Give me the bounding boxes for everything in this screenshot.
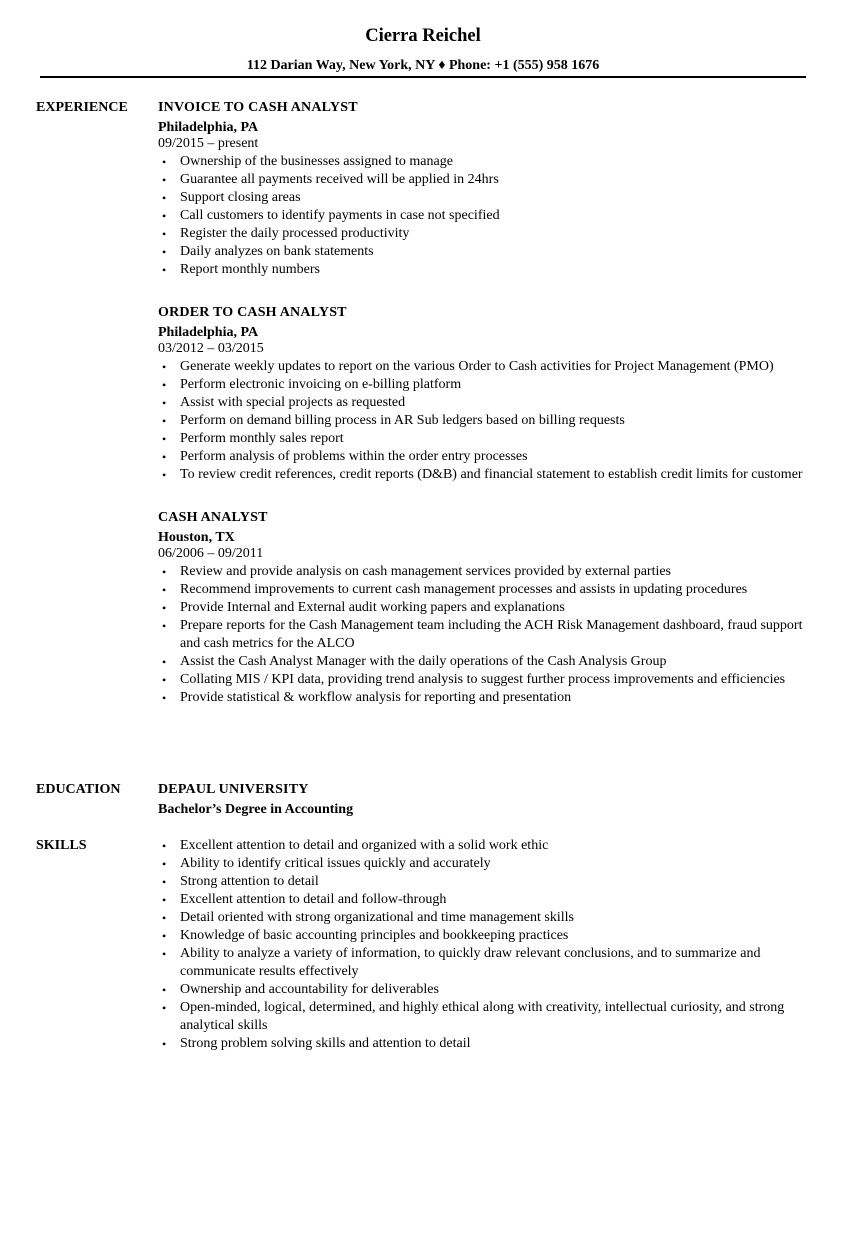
experience-body <box>158 99 808 732</box>
skill-item: • Knowledge of basic accounting principles and bookkeeping practices <box>158 927 808 945</box>
job-location: Philadelphia, PA <box>158 325 259 340</box>
skill-item: • Excellent attention to detail and organized with a solid work ethic <box>158 837 808 855</box>
header-divider <box>40 76 806 78</box>
skill-item: • Strong attention to detail <box>158 873 808 891</box>
job-bullet: • Provide Internal and External audit working papers and explanations <box>158 599 808 617</box>
job-dates: 06/2006 – 09/2011 <box>158 546 264 561</box>
job-bullet: • Assist the Cash Analyst Manager with the daily operations of the Cash Analysis Group <box>158 653 808 671</box>
candidate-name: Cierra Reichel <box>365 26 481 46</box>
skill-item: • Detail oriented with strong organizational and time management skills <box>158 909 808 927</box>
job-entry <box>158 304 808 484</box>
job-bullet: • Report monthly numbers <box>158 261 808 279</box>
job-entry <box>158 509 808 707</box>
section-label-experience: EXPERIENCE <box>36 100 128 115</box>
job-bullet: • Perform on demand billing process in AR Sub ledgers based on billing requests <box>158 412 808 430</box>
job-title: CASH ANALYST <box>158 510 268 525</box>
school-name: DEPAUL UNIVERSITY <box>158 782 309 797</box>
job-bullet: • Assist with special projects as requested <box>158 394 808 412</box>
job-bullet: • Register the daily processed productivity <box>158 225 808 243</box>
job-bullet: • To review credit references, credit reports (D&B) and financial statement to establish credit limits for customer <box>158 466 808 484</box>
contact-line: 112 Darian Way, New York, NY ♦ Phone: +1 (555) 958 1676 <box>246 58 600 73</box>
job-bullet: • Generate weekly updates to report on the various Order to Cash activities for Project Management (PMO) <box>158 358 808 376</box>
job-bullet: • Perform electronic invoicing on e-billing platform <box>158 376 808 394</box>
skill-item: • Excellent attention to detail and follow-through <box>158 891 808 909</box>
job-entry <box>158 99 808 279</box>
job-bullet: • Recommend improvements to current cash management processes and assists in updating procedures <box>158 581 808 599</box>
job-dates: 09/2015 – present <box>158 136 259 151</box>
skill-item: • Open-minded, logical, determined, and highly ethical along with creativity, intellectual curiosity, and strong analytical skills <box>158 999 808 1035</box>
job-bullet: • Perform monthly sales report <box>158 430 808 448</box>
job-bullet: • Guarantee all payments received will be applied in 24hrs <box>158 171 808 189</box>
skills-body <box>158 837 808 1053</box>
degree-name: Bachelor’s Degree in Accounting <box>158 802 354 817</box>
job-title: INVOICE TO CASH ANALYST <box>158 100 358 115</box>
skill-item: • Ownership and accountability for deliverables <box>158 981 808 999</box>
job-title: ORDER TO CASH ANALYST <box>158 305 347 320</box>
job-bullet: • Support closing areas <box>158 189 808 207</box>
job-bullet: • Call customers to identify payments in case not specified <box>158 207 808 225</box>
skill-item: • Strong problem solving skills and attention to detail <box>158 1035 808 1053</box>
job-bullet: • Provide statistical & workflow analysis for reporting and presentation <box>158 689 808 707</box>
skill-item: • Ability to analyze a variety of information, to quickly draw relevant conclusions, and to summarize and communicate results effectively <box>158 945 808 981</box>
job-dates: 03/2012 – 03/2015 <box>158 341 264 356</box>
job-bullet: • Ownership of the businesses assigned to manage <box>158 153 808 171</box>
job-bullet-list <box>158 563 808 707</box>
job-bullet: • Review and provide analysis on cash management services provided by external parties <box>158 563 808 581</box>
section-label-education: EDUCATION <box>36 782 121 797</box>
skill-item: • Ability to identify critical issues quickly and accurately <box>158 855 808 873</box>
section-label-skills: SKILLS <box>36 838 87 853</box>
job-location: Philadelphia, PA <box>158 120 259 135</box>
job-bullet: • Perform analysis of problems within the order entry processes <box>158 448 808 466</box>
job-bullet: • Collating MIS / KPI data, providing trend analysis to suggest further process improvements and efficiencies <box>158 671 808 689</box>
job-bullet: • Daily analyzes on bank statements <box>158 243 808 261</box>
skills-list <box>158 837 808 1053</box>
education-body <box>158 781 808 819</box>
job-bullet: • Prepare reports for the Cash Management team including the ACH Risk Management dashboard, fraud support and cash metrics for the ALCO <box>158 617 808 653</box>
resume-header <box>40 24 806 75</box>
job-bullet-list <box>158 153 808 279</box>
job-location: Houston, TX <box>158 530 235 545</box>
job-bullet-list <box>158 358 808 484</box>
